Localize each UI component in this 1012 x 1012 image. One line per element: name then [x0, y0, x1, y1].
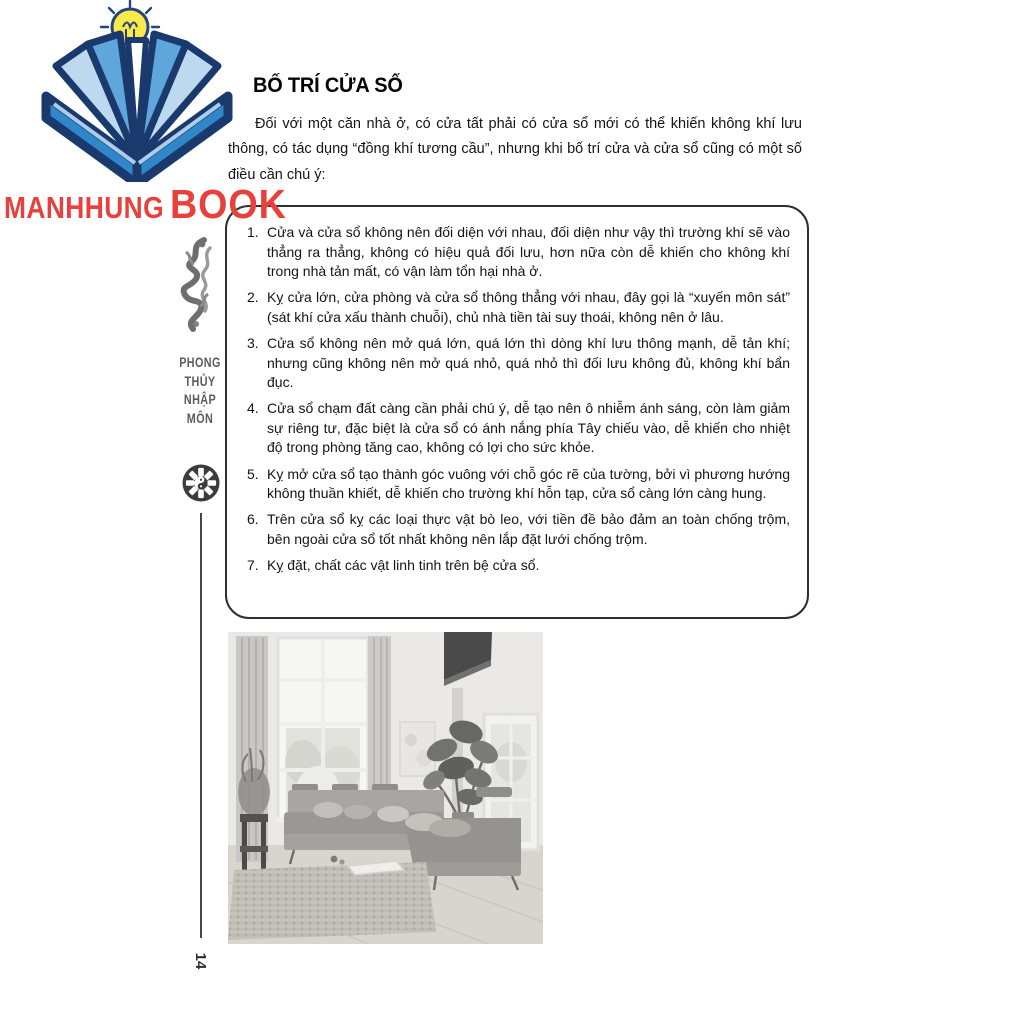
series-title-line: THỦY — [184, 373, 216, 389]
rule-number: 3. — [247, 334, 259, 351]
rule-item — [237, 399, 790, 458]
rule-item — [237, 288, 790, 327]
rule-text: Cửa và cửa sổ không nên đối diện với nhau, đối diện như vậy thì trường khí sẽ vào thẳng ra thẳng, không có hiệu quả đối lưu, hơn nữa còn dễ khiến cho không khí trong nhà tản mất, có vận làm tổn hại nhà ở. — [267, 224, 790, 280]
rule-item — [237, 465, 790, 504]
rule-number: 7. — [247, 556, 259, 573]
brand-book-label: BOOK — [170, 181, 288, 227]
series-title-line: MÔN — [186, 410, 214, 426]
rule-number: 6. — [247, 511, 259, 528]
rule-text: Kỵ mở cửa sổ tạo thành góc vuông với chỗ góc rẽ của tường, bởi vì phương hướng không thuần khiết, dễ khiến cho trường khí hỗn tạp, cửa sổ càng lớn càng hung. — [267, 465, 790, 502]
rule-number: 1. — [247, 224, 259, 240]
rules-box — [225, 205, 809, 619]
rule-number: 5. — [247, 465, 259, 482]
page-number: 14 — [192, 952, 210, 970]
spine-divider-line — [200, 513, 202, 938]
rule-text: Kỵ đặt, chất các vật linh tinh trên bệ cửa sổ. — [267, 556, 540, 573]
rule-item — [237, 223, 790, 282]
dragon-ornament-icon — [172, 236, 224, 338]
rule-text: Kỵ cửa lớn, cửa phòng và cửa sổ thông thẳng với nhau, đây gọi là “xuyến môn sát” (sát khí cửa xấu thành chuỗi), chủ nhà tiền tài suy thoái, không nên ở lâu. — [267, 289, 790, 325]
brand-wordmark — [4, 181, 297, 228]
section-heading: BỐ TRÍ CỬA SỔ — [253, 74, 403, 98]
brand-name: MANHHUNG — [4, 190, 165, 225]
series-title-line: NHẬP — [183, 392, 217, 407]
open-book-icon — [46, 34, 228, 182]
publisher-logo — [0, 0, 300, 225]
series-title-line: PHONG — [179, 355, 221, 370]
rule-text: Cửa sổ chạm đất càng cần phải chú ý, dễ tạo nên ô nhiễm ánh sáng, còn làm giảm sự riêng tư, đặc biệt là cửa sổ có ánh nắng phía Tây chiếu vào, dễ khiến cho nhiệt độ trong phòng tăng cao, không có lợi cho sức khỏe. — [267, 400, 790, 456]
rule-item — [237, 334, 790, 393]
rule-text: Trên cửa sổ kỵ các loại thực vật bò leo, với tiền đề bảo đảm an toàn chống trộm, bên ngoài cửa sổ tốt nhất không nên lắp đặt lưới chống trộm. — [267, 511, 790, 547]
intro-paragraph: Đối với một căn nhà ở, có cửa tất phải có cửa sổ mới có thể khiến không khí lưu thông, có tác dụng “đồng khí tương cầu”, nhưng khi bố trí cửa và cửa sổ cũng có một số điều cần chú ý: — [228, 115, 802, 183]
bagua-icon — [181, 463, 221, 503]
open-book-lightbulb-icon — [30, 0, 245, 182]
rule-number: 2. — [247, 289, 259, 306]
series-title — [176, 354, 224, 428]
rule-text: Cửa sổ không nên mở quá lớn, quá lớn thì dòng khí lưu thông mạnh, dễ tản khí; nhưng cũng không nên mở quá nhỏ, quá nhỏ thì đối lưu không đủ, không khí bẩn đục. — [267, 334, 790, 391]
rule-number: 4. — [247, 400, 259, 417]
rule-item — [237, 510, 790, 549]
rule-item — [237, 556, 790, 576]
living-room-photo — [228, 632, 543, 944]
